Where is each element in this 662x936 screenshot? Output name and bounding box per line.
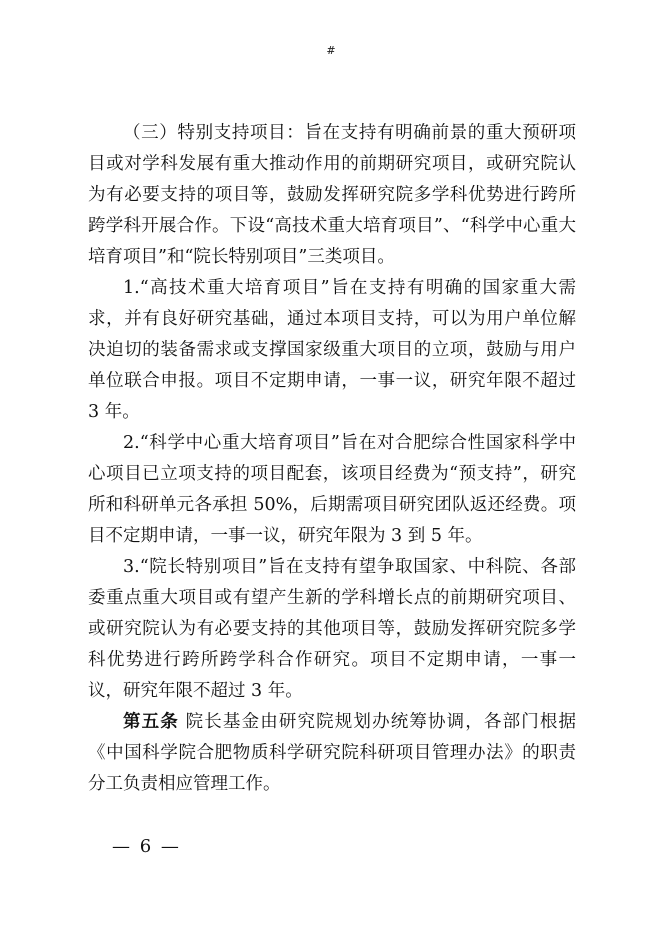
header-mark: # (326, 44, 336, 57)
paragraph-special-support: （三）特别支持项目：旨在支持有明确前景的重大预研项目或对学科发展有重大推动作用的前期研究项目，或研究院认为有必要支持的项目等，鼓励发挥研究院多学科优势进行跨所跨学科开展合作。下设“高技术重大培育项目”、“科学中心重大培育项目”和“院长特别项目”三类项目。 (88, 123, 576, 267)
page-number: — 6 — (112, 836, 181, 857)
document-body (88, 118, 576, 800)
paragraph-item-2: 2.“科学中心重大培育项目”旨在对合肥综合性国家科学中心项目已立项支持的项目配套，该项目经费为“预支持”，研究所和科研单元各承担 50%，后期需项目研究团队返还经费。项目不定期申请，一事一议，研究年限为 3 到 5 年。 (88, 433, 576, 546)
paragraph-item-1: 1.“高技术重大培育项目”旨在支持有明确的国家重大需求，并有良好研究基础，通过本项目支持，可以为用户单位解决迫切的装备需求或支撑国家级重大项目的立项，鼓励与用户单位联合申报。项目不定期申请，一事一议，研究年限不超过 3 年。 (88, 278, 576, 422)
paragraph-item-3: 3.“院长特别项目”旨在支持有望争取国家、中科院、各部委重点重大项目或有望产生新的学科增长点的前期研究项目、或研究院认为有必要支持的其他项目等，鼓励发挥研究院多学科优势进行跨所跨学科合作研究。项目不定期申请，一事一议，研究年限不超过 3 年。 (88, 557, 576, 701)
article-5-heading: 第五条 (123, 712, 179, 732)
paragraph-article-5 (88, 707, 576, 800)
article-5-text: 院长基金由研究院规划办统筹协调，各部门根据《中国科学院合肥物质科学研究院科研项目管理办法》的职责分工负责相应管理工作。 (88, 712, 577, 794)
